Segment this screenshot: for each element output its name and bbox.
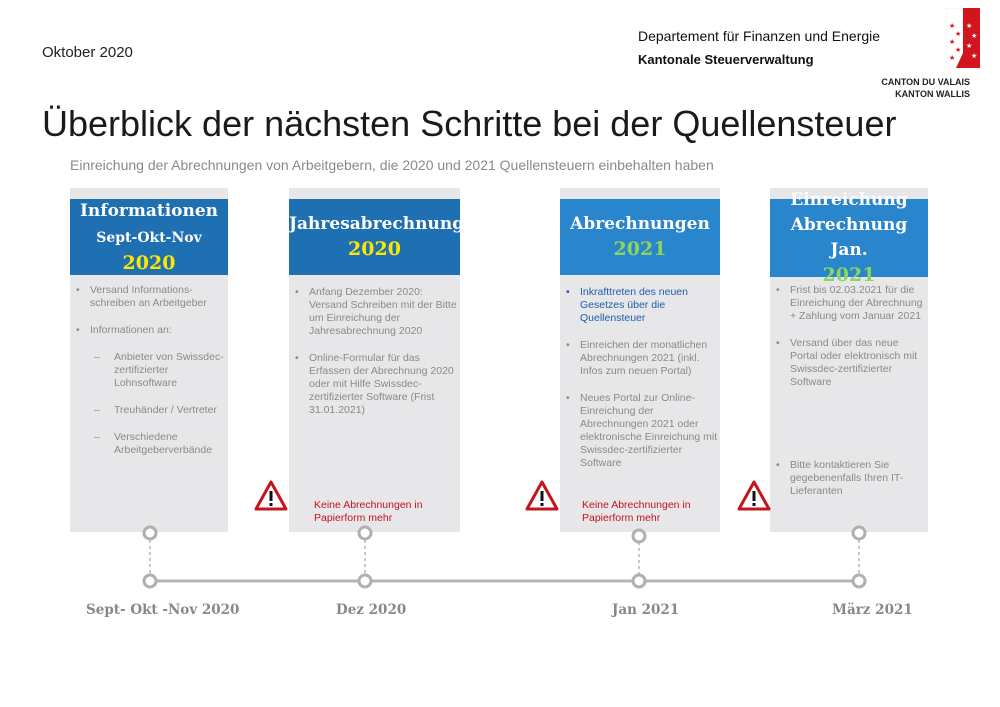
list-item: • Informationen an:: [72, 324, 226, 337]
card-informationen-header: [70, 199, 228, 275]
card-informationen-period: Sept-Okt-Nov: [96, 229, 202, 246]
timeline-card-dot: [359, 527, 371, 539]
card-jahresabrechnung-title: Jahresabrechnung: [289, 214, 465, 234]
department-name: Departement für Finanzen und Energie: [638, 28, 881, 44]
card-einreichung-list: [772, 284, 926, 512]
svg-text:★: ★: [949, 22, 956, 30]
list-item: – Treuhänder / Vertreter: [72, 404, 226, 417]
svg-text:★: ★: [955, 46, 962, 54]
list-item: • Inkrafttreten des neuen Gesetzes über die Quellensteuer: [562, 286, 718, 325]
document-date: Oktober 2020: [42, 44, 133, 61]
timeline-card-dot: [144, 527, 156, 539]
svg-text:★: ★: [966, 22, 973, 30]
card-informationen-year: 2020: [122, 251, 176, 274]
card-abrechnungen-title: Abrechnungen: [570, 214, 710, 234]
timeline-card-dot: [853, 527, 865, 539]
svg-text:★: ★: [955, 30, 962, 38]
card-jahresabrechnung-list: [291, 286, 457, 431]
card-jahresabrechnung-year: 2020: [348, 238, 401, 260]
card-abrechnungen-year: 2021: [613, 238, 667, 260]
list-item: • Versand Informations-schreiben an Arbeitgeber: [72, 284, 226, 310]
timeline-label: Dez 2020: [336, 602, 407, 618]
card-abrechnungen-list: [562, 286, 718, 484]
card-einreichung-header: [770, 190, 928, 286]
list-item: • Einreichen der monatlichen Abrechnungen 2021 (inkl. Infos zum neuen Portal): [562, 339, 718, 378]
card-einreichung-year: 2021: [822, 264, 876, 286]
list-item: • Neues Portal zur Online-Einreichung der Abrechnungen 2021 oder elektronische Einreichung mit Swissdec-zertifizierter Software: [562, 392, 718, 470]
page-subtitle: Einreichung der Abrechnungen von Arbeitgebern, die 2020 und 2021 Quellensteuern einbehalten haben: [70, 157, 714, 173]
department-block: [638, 24, 880, 72]
list-item: • Versand über das neue Portal oder elektronisch mit Swissdec-zertifizierter Software: [772, 337, 926, 389]
timeline-dot: [853, 575, 865, 587]
canton-label: [870, 76, 970, 100]
svg-text:★: ★: [971, 52, 978, 60]
timeline-graphic: [0, 520, 1000, 600]
card-abrechnungen-header: [560, 199, 720, 275]
card-informationen-list: [72, 284, 226, 471]
list-item: • Anfang Dezember 2020: Versand Schreiben mit der Bitte um Einreichung der Jahresabrechnung 2020: [291, 286, 457, 338]
timeline-label: Jan 2021: [612, 602, 680, 618]
svg-text:★: ★: [949, 54, 956, 62]
canton-name-de: KANTON WALLIS: [895, 89, 970, 99]
office-name: Kantonale Steuerverwaltung: [638, 52, 814, 67]
timeline-label: März 2021: [832, 602, 913, 618]
list-item: – Anbieter von Swissdec-zertifizierter Lohnsoftware: [72, 351, 226, 390]
timeline-label: Sept- Okt -Nov 2020: [86, 602, 240, 618]
page-title: Überblick der nächsten Schritte bei der Quellensteuer: [42, 103, 897, 144]
card-einreichung-subtitle: Abrechnung Jan.: [790, 215, 908, 260]
list-item: • Online-Formular für das Erfassen der Abrechnung 2020 oder mit Hilfe Swissdec-zertifizierter Software (Frist 31.01.2021): [291, 352, 457, 417]
list-item: • Frist bis 02.03.2021 für die Einreichung der Abrechnung + Zahlung vom Januar 2021: [772, 284, 926, 323]
card-einreichung-title: Einreichung: [790, 190, 908, 210]
card-informationen-title: Informationen: [79, 200, 219, 221]
warning-icon: [254, 480, 288, 512]
warning-icon: [737, 480, 771, 512]
valais-coat-of-arms-icon: [946, 8, 980, 68]
timeline-dot: [633, 575, 645, 587]
svg-text:★: ★: [971, 32, 978, 40]
timeline-card-dot: [633, 530, 645, 542]
svg-text:★: ★: [949, 38, 956, 46]
list-item: – Verschiedene Arbeitgeberverbände: [72, 431, 226, 457]
card-jahresabrechnung-warning: Keine Abrechnungen in Papierform mehr: [314, 499, 423, 524]
list-item: • Bitte kontaktieren Sie gegebenenfalls Ihren IT-Lieferanten: [772, 459, 926, 498]
timeline-dot: [144, 575, 156, 587]
card-jahresabrechnung-header: [289, 199, 465, 275]
canton-name-fr: CANTON DU VALAIS: [881, 77, 970, 87]
warning-icon: [525, 480, 559, 512]
svg-text:★: ★: [966, 42, 973, 50]
timeline-dot: [359, 575, 371, 587]
card-abrechnungen-warning: Keine Abrechnungen in Papierform mehr: [582, 499, 691, 524]
